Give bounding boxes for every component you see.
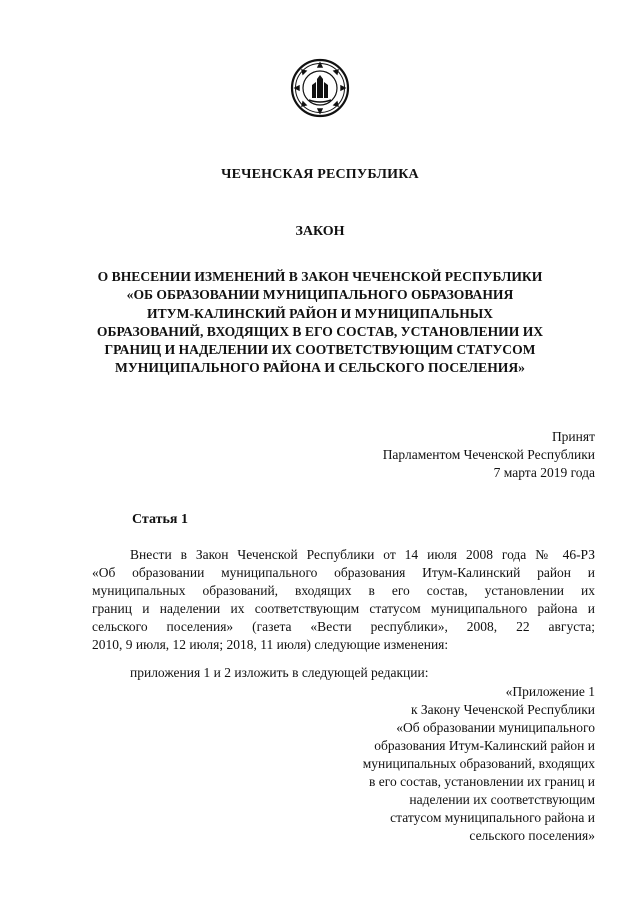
- adopted-date: 7 марта 2019 года: [493, 465, 595, 480]
- title-line: ГРАНИЦ И НАДЕЛЕНИИ ИХ СООТВЕТСТВУЮЩИМ СТАТУСОМ: [104, 342, 536, 358]
- appendix-header: [275, 683, 595, 845]
- appendix-line: сельского поселения»: [469, 828, 595, 843]
- appendix-line: статусом муниципального района и: [390, 810, 595, 825]
- body-line: Внести в Закон Чеченской Республики от 14 июля 2008 года № 46-РЗ: [130, 547, 595, 562]
- appendix-line: «Приложение 1: [505, 684, 595, 699]
- appendix-line: к Закону Чеченской Республики: [410, 702, 595, 717]
- appendix-line: «Об образовании муниципального: [396, 720, 595, 735]
- appendix-line: в его состав, установлении их границ и: [369, 774, 595, 789]
- title-line: «ОБ ОБРАЗОВАНИИ МУНИЦИПАЛЬНОГО ОБРАЗОВАНИЯ: [126, 287, 514, 303]
- appendix-line: образования Итум-Калинский район и: [374, 738, 595, 753]
- coat-of-arms-emblem-icon: [290, 58, 350, 118]
- body-line: сельского поселения» (газета «Вести республики», 2008, 22 августа;: [92, 619, 595, 634]
- title-line: МУНИЦИПАЛЬНОГО РАЙОНА И СЕЛЬСКОГО ПОСЕЛЕНИЯ»: [115, 360, 525, 376]
- body-line: «Об образовании муниципального образования Итум-Калинский район и: [92, 565, 595, 580]
- article-heading: Статья 1: [132, 512, 188, 527]
- appendix-line: муниципальных образований, входящих: [362, 756, 595, 771]
- appendix-line: наделении их соответствующим: [409, 792, 595, 807]
- title-line: О ВНЕСЕНИИ ИЗМЕНЕНИЙ В ЗАКОН ЧЕЧЕНСКОЙ РЕСПУБЛИКИ: [97, 269, 543, 284]
- title-line: ОБРАЗОВАНИЙ, ВХОДЯЩИХ В ЕГО СОСТАВ, УСТАНОВЛЕНИИ ИХ: [96, 323, 544, 339]
- adopted-label: Принят: [551, 429, 595, 444]
- adoption-block: [275, 428, 595, 482]
- law-title: [60, 268, 580, 378]
- title-line: ИТУМ-КАЛИНСКИЙ РАЙОН И МУНИЦИПАЛЬНЫХ: [147, 305, 493, 321]
- article-body: [92, 546, 595, 654]
- amendment-item: приложения 1 и 2 изложить в следующей редакции:: [130, 665, 429, 680]
- body-line: границ и наделении их соответствующим статусом муниципального района и: [92, 601, 595, 616]
- law-heading: ЗАКОН: [295, 224, 345, 239]
- adopted-by: Парламентом Чеченской Республики: [382, 447, 595, 462]
- body-line: 2010, 9 июля, 12 июля; 2018, 11 июля) следующие изменения:: [92, 637, 449, 652]
- body-line: муниципальных образований, входящих в его состав, установлении их: [92, 583, 595, 598]
- republic-heading: ЧЕЧЕНСКАЯ РЕСПУБЛИКА: [221, 167, 419, 182]
